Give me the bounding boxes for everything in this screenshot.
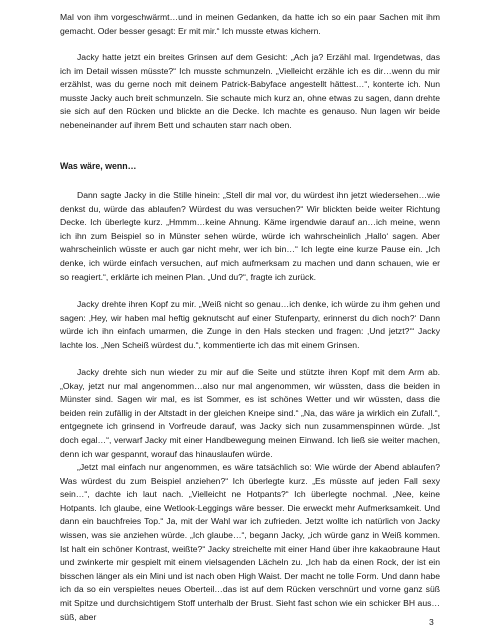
paragraph-seite: Jacky drehte sich nun wieder zu mir auf die Seite und stützte ihren Kopf mit dem Arm ab. „Okay, jetzt nur mal angenommen…also nur mal angenommen, wir wüssten, dass die beiden in Münster sind. Sagen wir mal, es ist Sommer, es ist schönes Wetter und wir wüssten, dass die beiden rein zufällig in der Altstadt in der gleichen Kneipe sind.“ „Na, das wäre ja wirklich ein Zufall.“, entgegnete ich grinsend in Vorfreude darauf, was Jacky sich nun zusammenspinnen würde. „Ist doch egal…“, verwarf Jacky mit einer Handbewegung meinen Einwand. Ich ließ sie weiter machen, denn ich war gespannt, worauf das hinauslaufen würde.: [60, 367, 440, 459]
paragraph-stille: Dann sagte Jacky in die Stille hinein: „Stell dir mal vor, du würdest ihn jetzt wiedersehen…wie denkst du, würde das ablaufen? Würdest du was versuchen?“ Wir blickten beide weiter Richtung Decke. Ich überlegte kurz. „Hmmm…keine Ahnung. Käme irgendwie darauf an…ich meine, wenn ich ihn zum Beispiel so in Münster sehen würde, würde ich wahrscheinlich ‚Hallo‘ sagen. Aber wahrscheinlich wüsste er auch gar nicht mehr, wer ich bin…“ Ich legte eine kurze Pause ein. „Ich denke, ich würde einfach versuchen, auf mich aufmerksam zu machen und dann schauen, wie er so reagiert.“, erklärte ich meinen Plan. „Und du?“, fragte ich zurück.: [60, 190, 440, 282]
paragraph-continued: Mal von ihm vorgeschwärmt…und in meinen Gedanken, da hatte ich so ein paar Sachen mit ihm gemacht. Oder besser gesagt: Er mit mir.“ Ich musste etwas kichern.: [60, 12, 440, 36]
section-heading: Was wäre, wenn…: [60, 161, 137, 171]
page-number: 3: [429, 617, 434, 627]
paragraph-angenommen: „Jetzt mal einfach nur angenommen, es wäre tatsächlich so: Wie würde der Abend ablaufen? Was würdest du zum Beispiel anziehen?“ Ich überlegte kurz. „Es müsste auf jeden Fall sexy sein…“, dachte ich laut nach. „Vielleicht ne Hotpants?“ Ich überlegte nochmal. „Nee, keine Hotpants. Ich glaube, eine Wetlook-Leggings wäre besser. Die erweckt mehr Aufmerksamkeit. Und dann ein bauchfreies Top.“ Ja, mit der Wahl war ich zufrieden. Jetzt wollte ich natürlich von Jacky wissen, was sie anziehen würde. „Ich glaube…“, begann Jacky, „ich würde ganz in Weiß kommen. Ist halt ein schöner Kontrast, weißte?“ Jacky streichelte mit einer Hand über ihre kakaobraune Haut und zwinkerte mir gespielt mit einem vielsagenden Lächeln zu. „Ich hab da einen Rock, der ist ein bisschen länger als ein Mini und ist nach oben High Waist. Der macht ne tolle Form. Und dann habe ich da so ein verspieltes neues Oberteil…das ist auf dem Rücken verschnürt und vorne ganz süß mit Spitze und durchsichtigem Stoff unterhalb der Brust. Sieht fast schon wie ein schicker BH aus…süß, aber: [60, 462, 440, 622]
paragraph-kopf: Jacky drehte ihren Kopf zu mir. „Weiß nicht so genau…ich denke, ich würde zu ihm gehen und sagen: ‚Hey, wir haben mal heftig geknutscht auf einer Stufenparty, erinnerst du dich noch?‘ Dann würde ich ihn einfach umarmen, die Zunge in den Hals stecken und fragen: ‚Und jetzt?‘“ Jacky lachte los. „Nen Scheiß würdest du.“, kommentierte ich das mit einem Grinsen.: [60, 299, 440, 350]
paragraph-jacky-grinsen: Jacky hatte jetzt ein breites Grinsen auf dem Gesicht: „Ach ja? Erzähl mal. Irgendetwas, das ich im Detail wissen müsste?“ Ich musste schmunzeln. „Vielleicht erzähle ich es dir…wenn du mir erzählst, was du gerne noch mit deinem Patrick-Babyface angestellt hättest…“, konterte ich. Nun musste Jacky auch breit schmunzeln. Sie schaute mich kurz an, ohne etwas zu sagen, dann drehte sie sich auf den Rücken und blickte an die Decke. Ich machte es genauso. Nun lagen wir beide nebeneinander auf ihrem Bett und schauten starr nach oben.: [60, 52, 440, 130]
